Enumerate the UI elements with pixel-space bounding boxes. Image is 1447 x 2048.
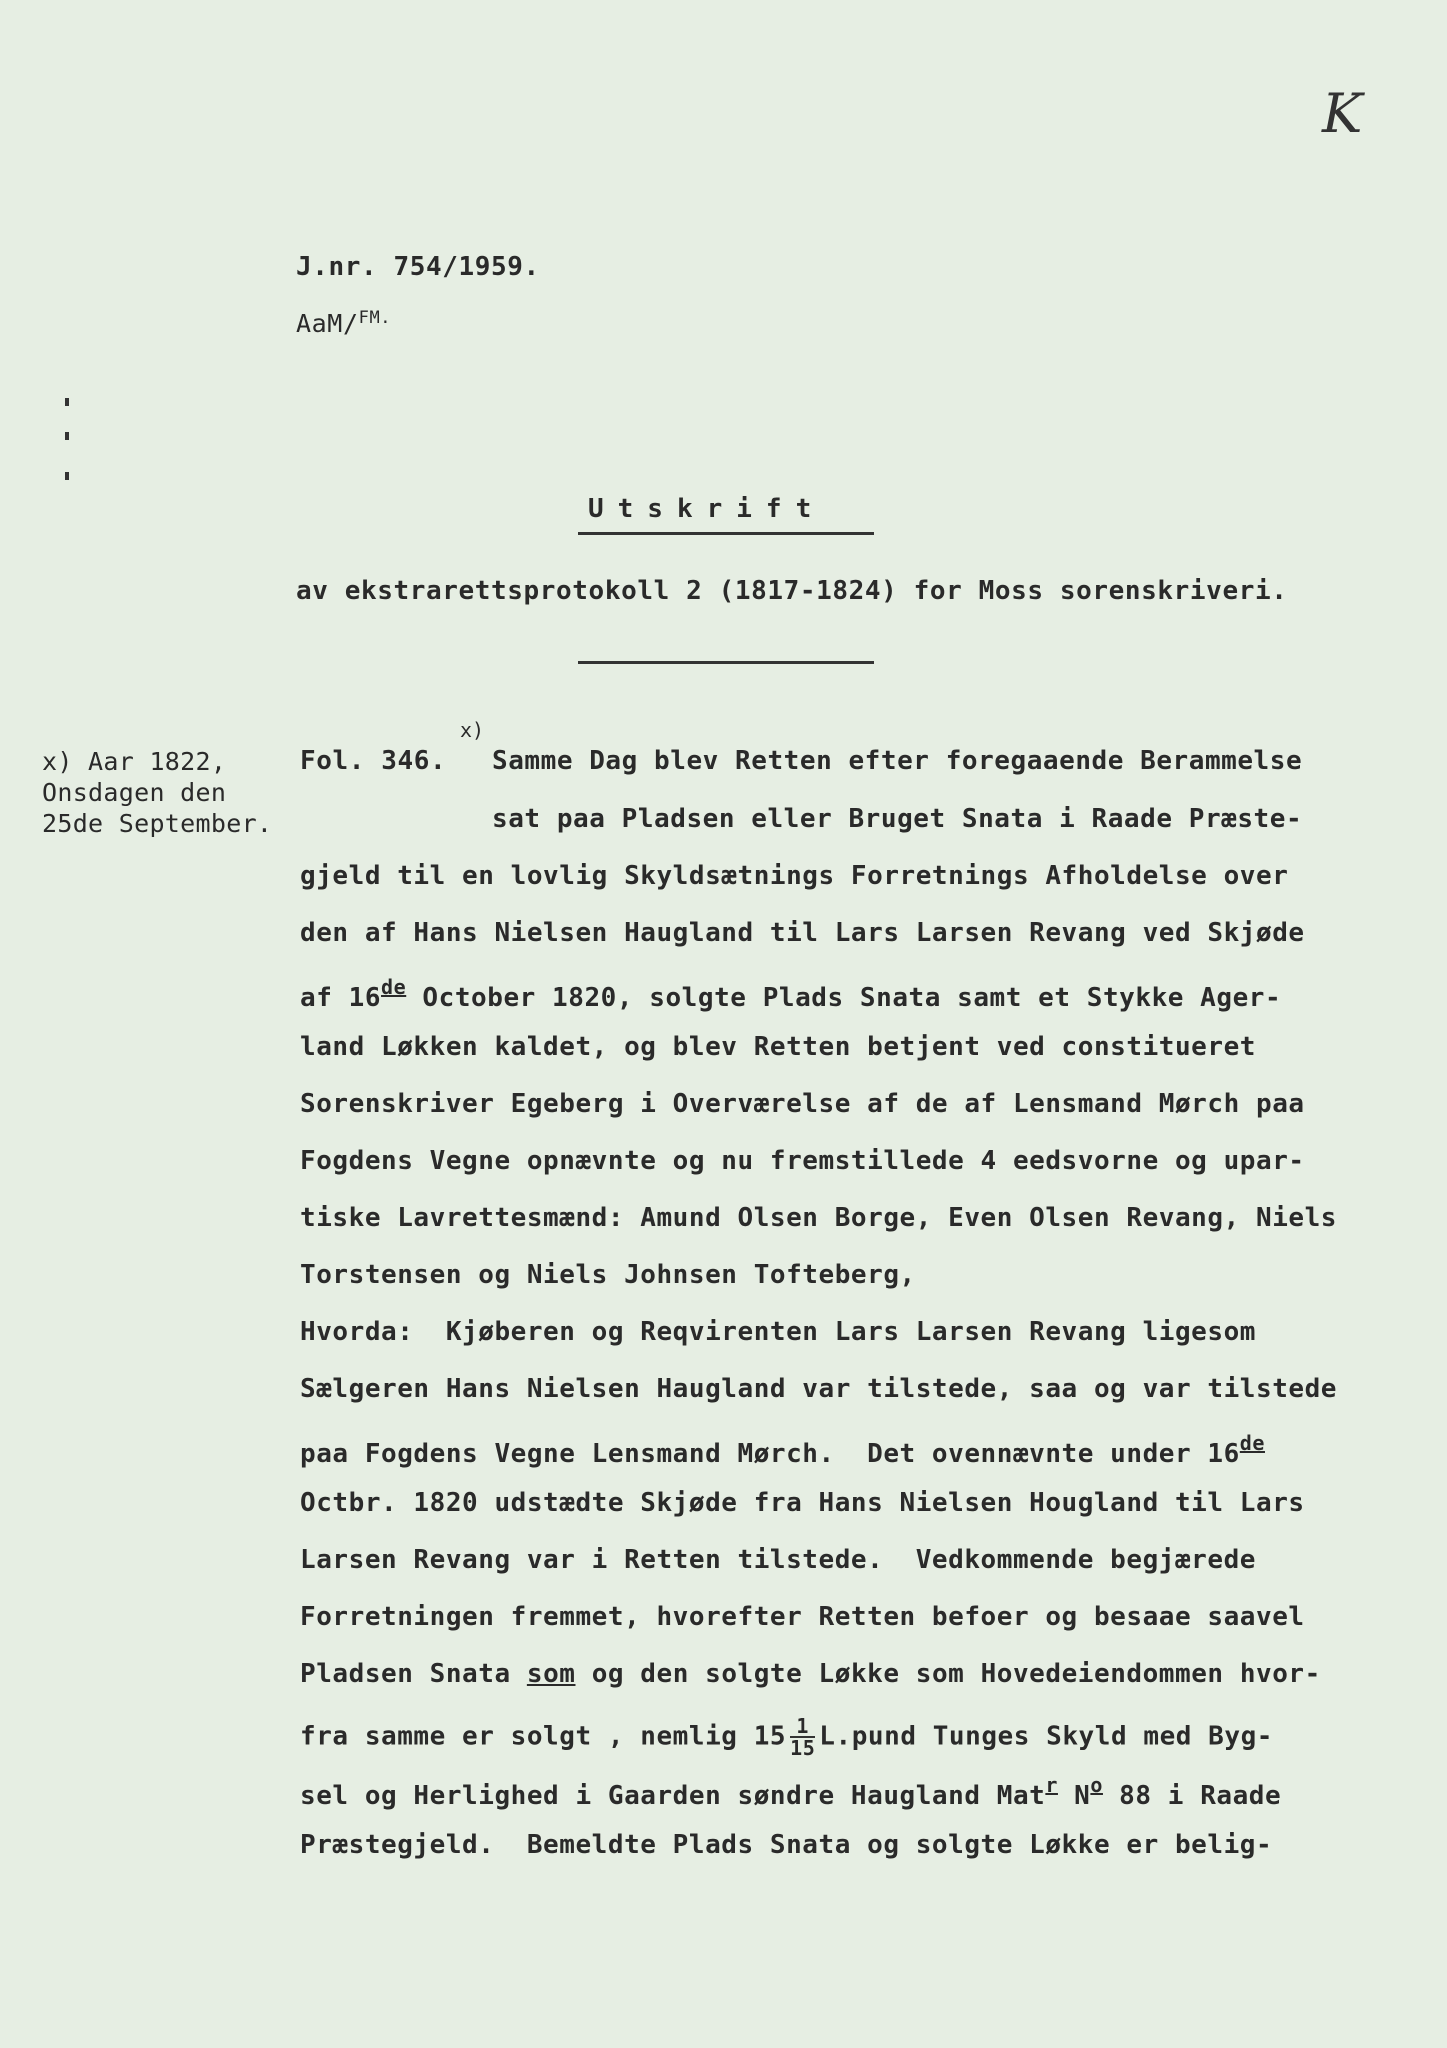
body-line: den af Hans Nielsen Haugland til Lars Larsen Revang ved Skjøde bbox=[300, 918, 1305, 948]
subtitle-rule bbox=[578, 661, 874, 664]
body-line: paa Fogdens Vegne Lensmand Mørch. Det ovennævnte under 16de bbox=[300, 1431, 1265, 1469]
body-line: af 16de October 1820, solgte Plads Snata samt et Stykke Ager- bbox=[300, 975, 1282, 1013]
margin-dot bbox=[65, 432, 69, 440]
body-line: Sorenskriver Egeberg i Overværelse af de af Lensmand Mørch paa bbox=[300, 1089, 1305, 1119]
folio-number: Fol. 346. bbox=[300, 746, 447, 776]
folio-mark: x) bbox=[460, 718, 485, 742]
margin-dot bbox=[65, 398, 69, 406]
document-subtitle: av ekstrarettsprotokoll 2 (1817-1824) for Moss sorenskriveri. bbox=[296, 576, 1288, 606]
corner-mark: K bbox=[1322, 82, 1363, 145]
body-line: Hvorda: Kjøberen og Reqvirenten Lars Larsen Revang ligesom bbox=[300, 1317, 1256, 1347]
body-line: Larsen Revang var i Retten tilstede. Vedkommende begjærede bbox=[300, 1545, 1256, 1575]
body-line: Præstegjeld. Bemeldte Plads Snata og solgte Løkke er belig- bbox=[300, 1830, 1273, 1860]
body-line: Torstensen og Niels Johnsen Tofteberg, bbox=[300, 1260, 916, 1290]
body-line: Pladsen Snata som og den solgte Løkke som Hovedeiendommen hvor- bbox=[300, 1659, 1321, 1689]
body-line: land Løkken kaldet, og blev Retten betjent ved constitueret bbox=[300, 1032, 1256, 1062]
body-line: Octbr. 1820 udstædte Skjøde fra Hans Nielsen Hougland til Lars bbox=[300, 1488, 1305, 1518]
body-line: Samme Dag blev Retten efter foregaaende Berammelse bbox=[492, 746, 1303, 776]
body-line: Fogdens Vegne opnævnte og nu fremstillede 4 eedsvorne og upar- bbox=[300, 1146, 1305, 1176]
margin-note: x) Aar 1822, Onsdagen den 25de September. bbox=[42, 747, 273, 838]
reference-initials: AaM/$^{FM.}$ bbox=[296, 308, 392, 338]
document-heading: Utskrift bbox=[588, 494, 826, 524]
fraction: $\frac{1}{15}$ bbox=[790, 1714, 816, 1760]
body-line: sat paa Pladsen eller Bruget Snata i Raade Præste- bbox=[492, 804, 1303, 834]
body-line: sel og Herlighed i Gaarden søndre Haugland Mat$^r$ $N^o$ 88 i Raade bbox=[300, 1773, 1282, 1811]
body-line: tiske Lavrettesmænd: Amund Olsen Borge, Even Olsen Revang, Niels bbox=[300, 1203, 1338, 1233]
body-line: Sælgeren Hans Nielsen Haugland var tilstede, saa og var tilstede bbox=[300, 1374, 1338, 1404]
body-line: Forretningen fremmet, hvorefter Retten befoer og besaae saavel bbox=[300, 1602, 1305, 1632]
body-line: fra samme er solgt , nemlig 15 $\frac{1}{15}$ L.pund Tunges Skyld med Byg- bbox=[300, 1714, 1273, 1760]
margin-dot bbox=[65, 472, 69, 480]
heading-underline bbox=[578, 532, 874, 535]
body-line: gjeld til en lovlig Skyldsætnings Forretnings Afholdelse over bbox=[300, 861, 1289, 891]
journal-number: J.nr. 754/1959. bbox=[296, 252, 540, 282]
